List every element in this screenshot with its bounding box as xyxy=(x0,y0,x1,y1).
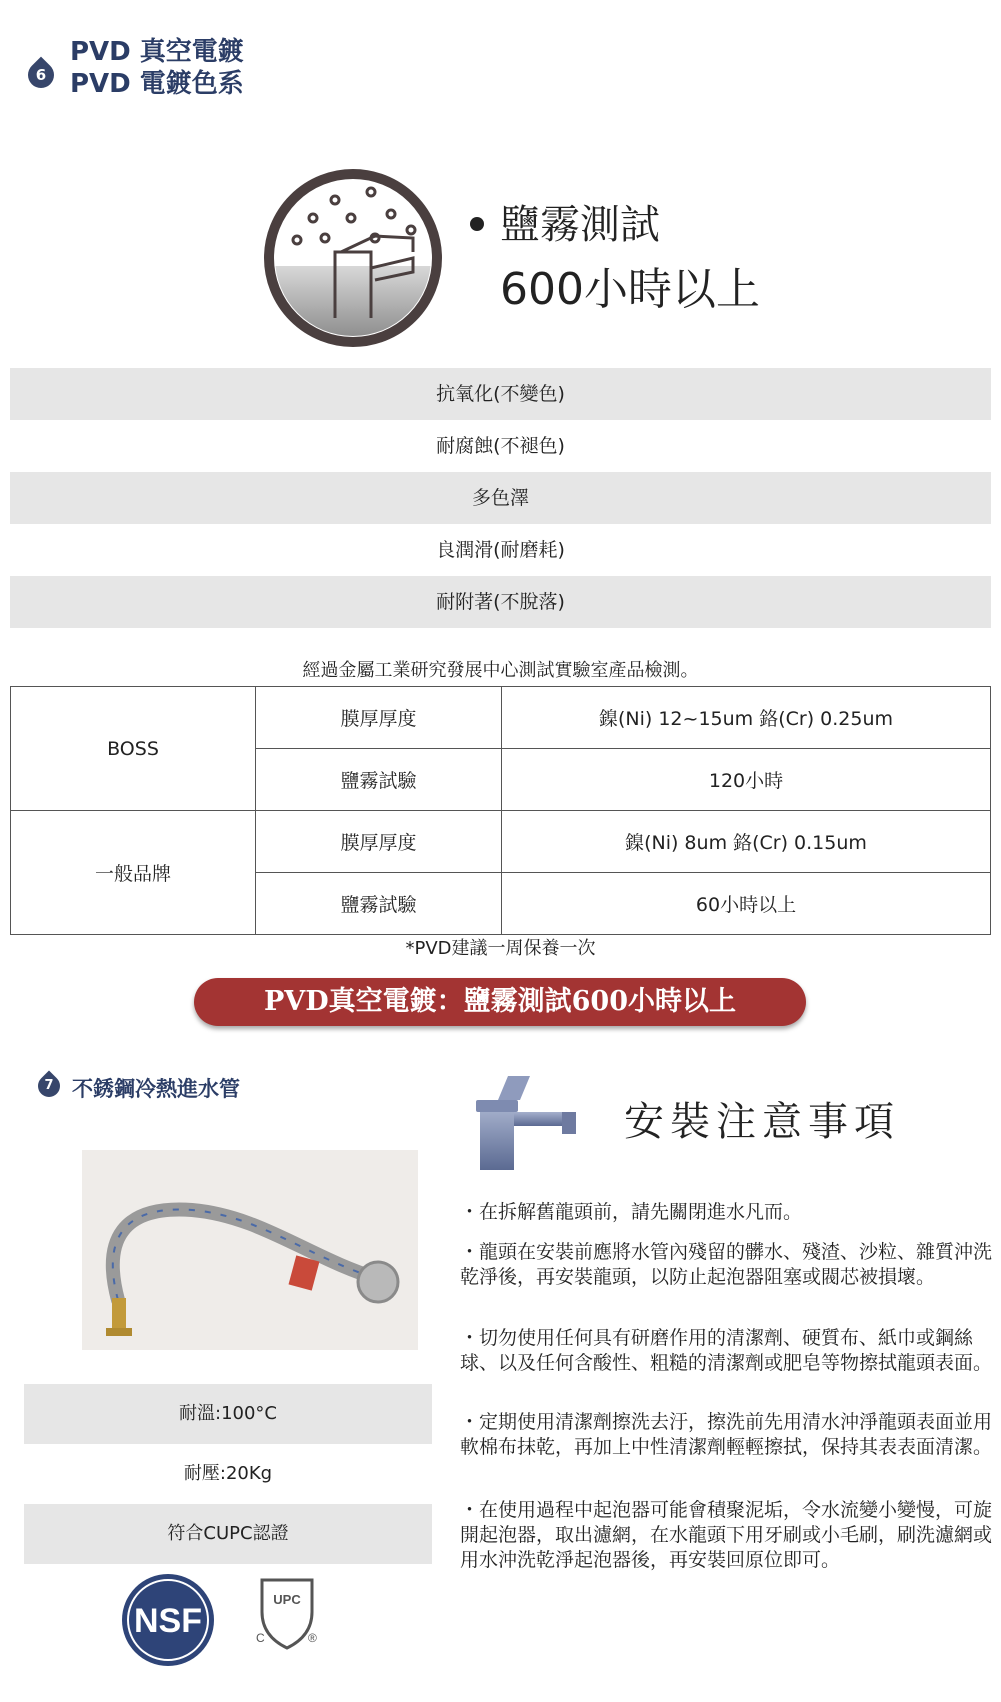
spec-value-cell: 60小時以上 xyxy=(502,873,991,935)
section-6-title xyxy=(70,36,244,100)
bullet-dot xyxy=(470,217,484,231)
faucet-icon xyxy=(468,1072,586,1172)
feature-row: 耐腐蝕(不褪色) xyxy=(436,435,565,457)
spec-label-cell: 膜厚厚度 xyxy=(256,687,502,749)
table-row xyxy=(11,811,991,873)
section-6-number: 6 xyxy=(35,66,47,84)
feature-row: 耐附著(不脫落) xyxy=(10,576,991,628)
spec-row: 耐壓:20Kg xyxy=(183,1463,273,1484)
nsf-logo xyxy=(120,1572,216,1668)
spec-label-cell: 鹽霧試驗 xyxy=(256,749,502,811)
spec-row: 符合CUPC認證 xyxy=(24,1504,432,1564)
install-title: 安裝注意事項 xyxy=(624,1099,900,1145)
upc-c-mark: C xyxy=(256,1631,265,1645)
spec-value-cell: 鎳(Ni) 8um 鉻(Cr) 0.15um xyxy=(502,811,991,873)
spec-value-cell: 120小時 xyxy=(502,749,991,811)
spec-value-cell: 鎳(Ni) 12~15um 鉻(Cr) 0.25um xyxy=(502,687,991,749)
spec-label-cell: 膜厚厚度 xyxy=(256,811,502,873)
feature-row: 良潤滑(耐磨耗) xyxy=(436,539,565,561)
maintenance-note: *PVD建議一周保養一次 xyxy=(405,938,596,959)
pvd-banner: PVD真空電鍍：鹽霧測試600小時以上 xyxy=(194,978,806,1026)
salt-test-duration: 600小時以上 xyxy=(500,264,760,315)
salt-test-title: 鹽霧測試 xyxy=(500,202,660,248)
section-6-title-line2: PVD 電鍍色系 xyxy=(70,69,244,99)
braided-hose-image xyxy=(82,1150,418,1350)
install-tip: ・在使用過程中起泡器可能會積聚泥垢，令水流變小變慢，可旋開起泡器，取出濾網，在水龍頭下用牙刷或小毛刷，刷洗濾網或用水沖洗乾淨起泡器後，再安裝回原位即可。 xyxy=(460,1499,993,1571)
salt-spray-faucet-icon xyxy=(263,168,443,348)
table-row xyxy=(11,687,991,749)
brand-cell-boss: BOSS xyxy=(11,687,256,811)
install-tip: ・切勿使用任何具有研磨作用的清潔劑、硬質布、紙巾或鋼絲球、以及任何含酸性、粗糙的清潔劑或肥皂等物擦拭龍頭表面。 xyxy=(460,1327,993,1374)
feature-row: 抗氧化(不變色) xyxy=(10,368,991,420)
feature-row: 多色澤 xyxy=(10,472,991,524)
install-tip: ・龍頭在安裝前應將水管內殘留的髒水、殘渣、沙粒、雜質沖洗乾淨後，再安裝龍頭，以防止起泡器阻塞或閥芯被損壞。 xyxy=(460,1241,993,1288)
brand-cell-generic: 一般品牌 xyxy=(11,811,256,935)
install-tip: ・定期使用清潔劑擦洗去汙，擦洗前先用清水沖淨龍頭表面並用軟棉布抹乾，再加上中性清潔劑輕輕擦拭，保持其表表面清潔。 xyxy=(460,1411,993,1458)
comparison-table xyxy=(10,686,991,935)
nsf-label: NSF xyxy=(134,1602,202,1640)
upc-label: UPC xyxy=(273,1592,301,1607)
install-tip: ・在拆解舊龍頭前，請先關閉進水凡而。 xyxy=(460,1201,803,1223)
upc-registered-mark: ® xyxy=(308,1631,317,1645)
section-6-title-line1: PVD 真空電鍍 xyxy=(70,37,244,67)
section-7-title: 不銹鋼冷熱進水管 xyxy=(72,1077,240,1101)
cupc-logo xyxy=(252,1572,322,1652)
table-caption: 經過金屬工業研究發展中心測試實驗室產品檢測。 xyxy=(302,660,699,681)
spec-row: 耐溫:100°C xyxy=(24,1384,432,1444)
spec-label-cell: 鹽霧試驗 xyxy=(256,873,502,935)
section-7-number: 7 xyxy=(44,1078,54,1093)
